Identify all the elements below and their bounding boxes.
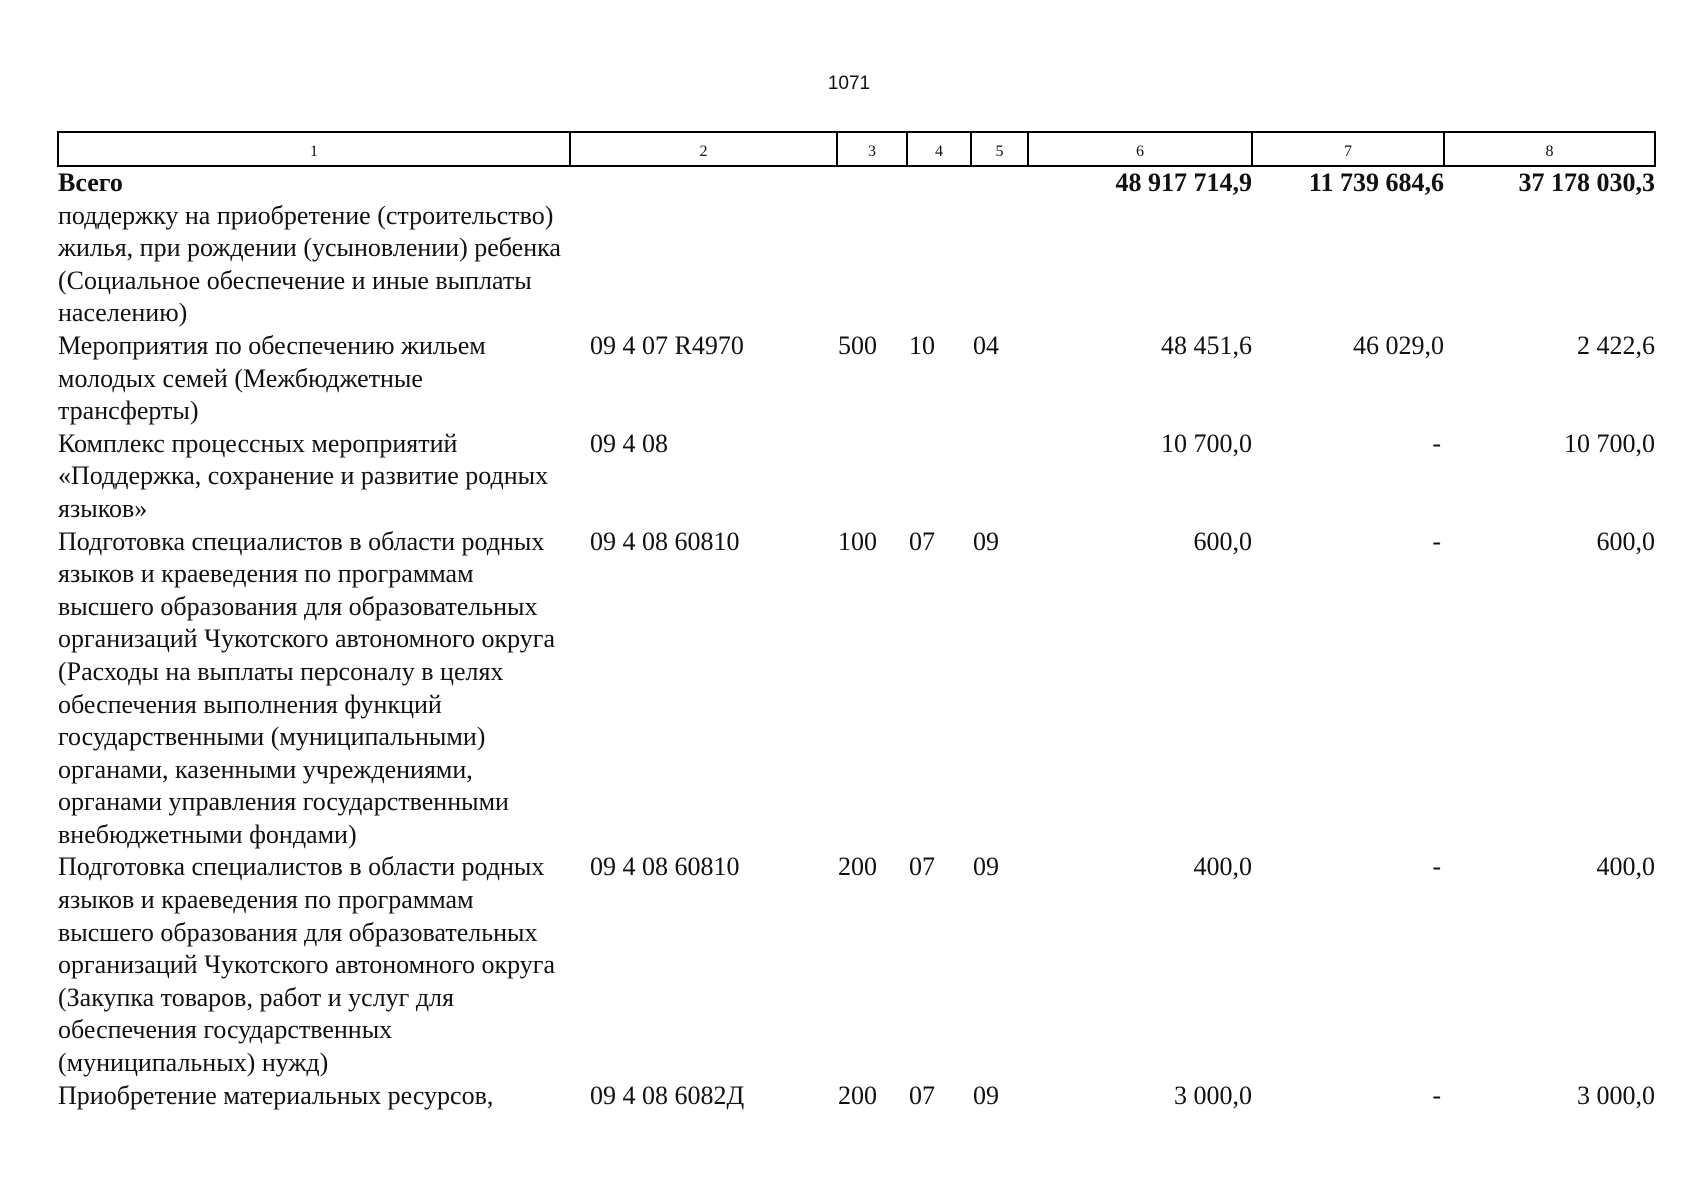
header-col-3: 3: [837, 132, 907, 166]
row-col7: 46 029,0: [1353, 330, 1444, 360]
total-row: [58, 166, 1655, 200]
budget-table: [57, 131, 1656, 1112]
total-col7: 11 739 684,6: [1308, 168, 1444, 197]
header-col-8: 8: [1444, 132, 1655, 166]
row-col3: 200: [838, 1080, 877, 1110]
row-code: 09 4 08 6082Д: [590, 1080, 745, 1110]
header-col-7: 7: [1252, 132, 1444, 166]
row-col7: -: [1432, 1080, 1441, 1110]
row-col3: [837, 428, 907, 526]
row-name: Комплекс процессных мероприятий «Поддержка, сохранение и развитие родных языков»: [58, 428, 549, 523]
total-col6: 48 917 714,9: [1115, 168, 1252, 197]
row-col4: 07: [909, 1080, 935, 1110]
row-col6: 400,0: [1193, 852, 1252, 882]
row-code: 09 4 08: [590, 428, 668, 458]
table-row: [58, 330, 1655, 428]
row-col6: 600,0: [1193, 526, 1252, 556]
row-col7: -: [1432, 852, 1441, 882]
row-name: Приобретение материальных ресурсов,: [58, 1080, 494, 1110]
row-col7: [1252, 200, 1444, 330]
table-header-row: [58, 132, 1655, 166]
row-col8: 400,0: [1596, 852, 1655, 882]
row-col3: 500: [838, 330, 877, 360]
row-col3: 100: [838, 526, 877, 556]
total-label: Всего: [58, 168, 123, 197]
row-col6: [1028, 200, 1252, 330]
page-number: 1071: [827, 73, 871, 94]
row-col4: 07: [909, 852, 935, 882]
row-col3: 200: [838, 852, 877, 882]
row-col6: 48 451,6: [1161, 330, 1252, 360]
row-name: Мероприятия по обеспечению жильем молодых семей (Межбюджетные трансферты): [58, 330, 486, 426]
row-col8: 600,0: [1596, 526, 1655, 556]
row-code: 09 4 08 60810: [590, 526, 740, 556]
row-col8: 3 000,0: [1577, 1080, 1655, 1110]
row-name: Подготовка специалистов в области родных языков и краеведения по программам высшего образования для образовательных организаций Чукотского автономного округа (Закупка товаров, работ и услуг для обеспечения государственных (муниципальных) нужд): [58, 852, 555, 1078]
header-col-4: 4: [907, 132, 971, 166]
row-col5: [971, 200, 1028, 330]
row-col4: [907, 428, 971, 526]
row-col4: 10: [909, 330, 935, 360]
row-col5: 04: [973, 330, 999, 360]
row-col8: 2 422,6: [1577, 330, 1655, 360]
row-col5: 09: [973, 852, 999, 882]
row-col7: -: [1432, 526, 1441, 556]
table-row: [58, 851, 1655, 1079]
row-col6: 10 700,0: [1161, 428, 1252, 458]
total-col8: 37 178 030,3: [1518, 168, 1655, 197]
row-name: Подготовка специалистов в области родных языков и краеведения по программам высшего образования для образовательных организаций Чукотского автономного округа (Расходы на выплаты персоналу в целях обеспечения выполнения функций государственными (муниципальными) органами, казенными учреждениями, органами управления государственными внебюджетными фондами): [58, 526, 555, 849]
row-name: поддержку на приобретение (строительство) жилья, при рождении (усыновлении) ребенка (Социальное обеспечение и иные выплаты населению): [58, 200, 561, 328]
table-row: [58, 200, 1655, 330]
row-col8: 10 700,0: [1564, 428, 1655, 458]
table-row: [58, 526, 1655, 852]
row-code: 09 4 08 60810: [590, 852, 740, 882]
row-col4: [907, 200, 971, 330]
row-col6: 3 000,0: [1174, 1080, 1252, 1110]
row-col5: 09: [973, 1080, 999, 1110]
header-col-6: 6: [1028, 132, 1252, 166]
row-code: [570, 200, 837, 330]
table-row: [58, 1080, 1655, 1113]
row-col3: [837, 200, 907, 330]
header-col-2: 2: [570, 132, 837, 166]
header-col-5: 5: [971, 132, 1028, 166]
row-col5: [971, 428, 1028, 526]
header-col-1: 1: [58, 132, 570, 166]
row-col8: [1444, 200, 1655, 330]
row-code: 09 4 07 R4970: [590, 330, 744, 360]
row-col7: -: [1432, 428, 1441, 458]
row-col5: 09: [973, 526, 999, 556]
table-row: [58, 428, 1655, 526]
row-col4: 07: [909, 526, 935, 556]
